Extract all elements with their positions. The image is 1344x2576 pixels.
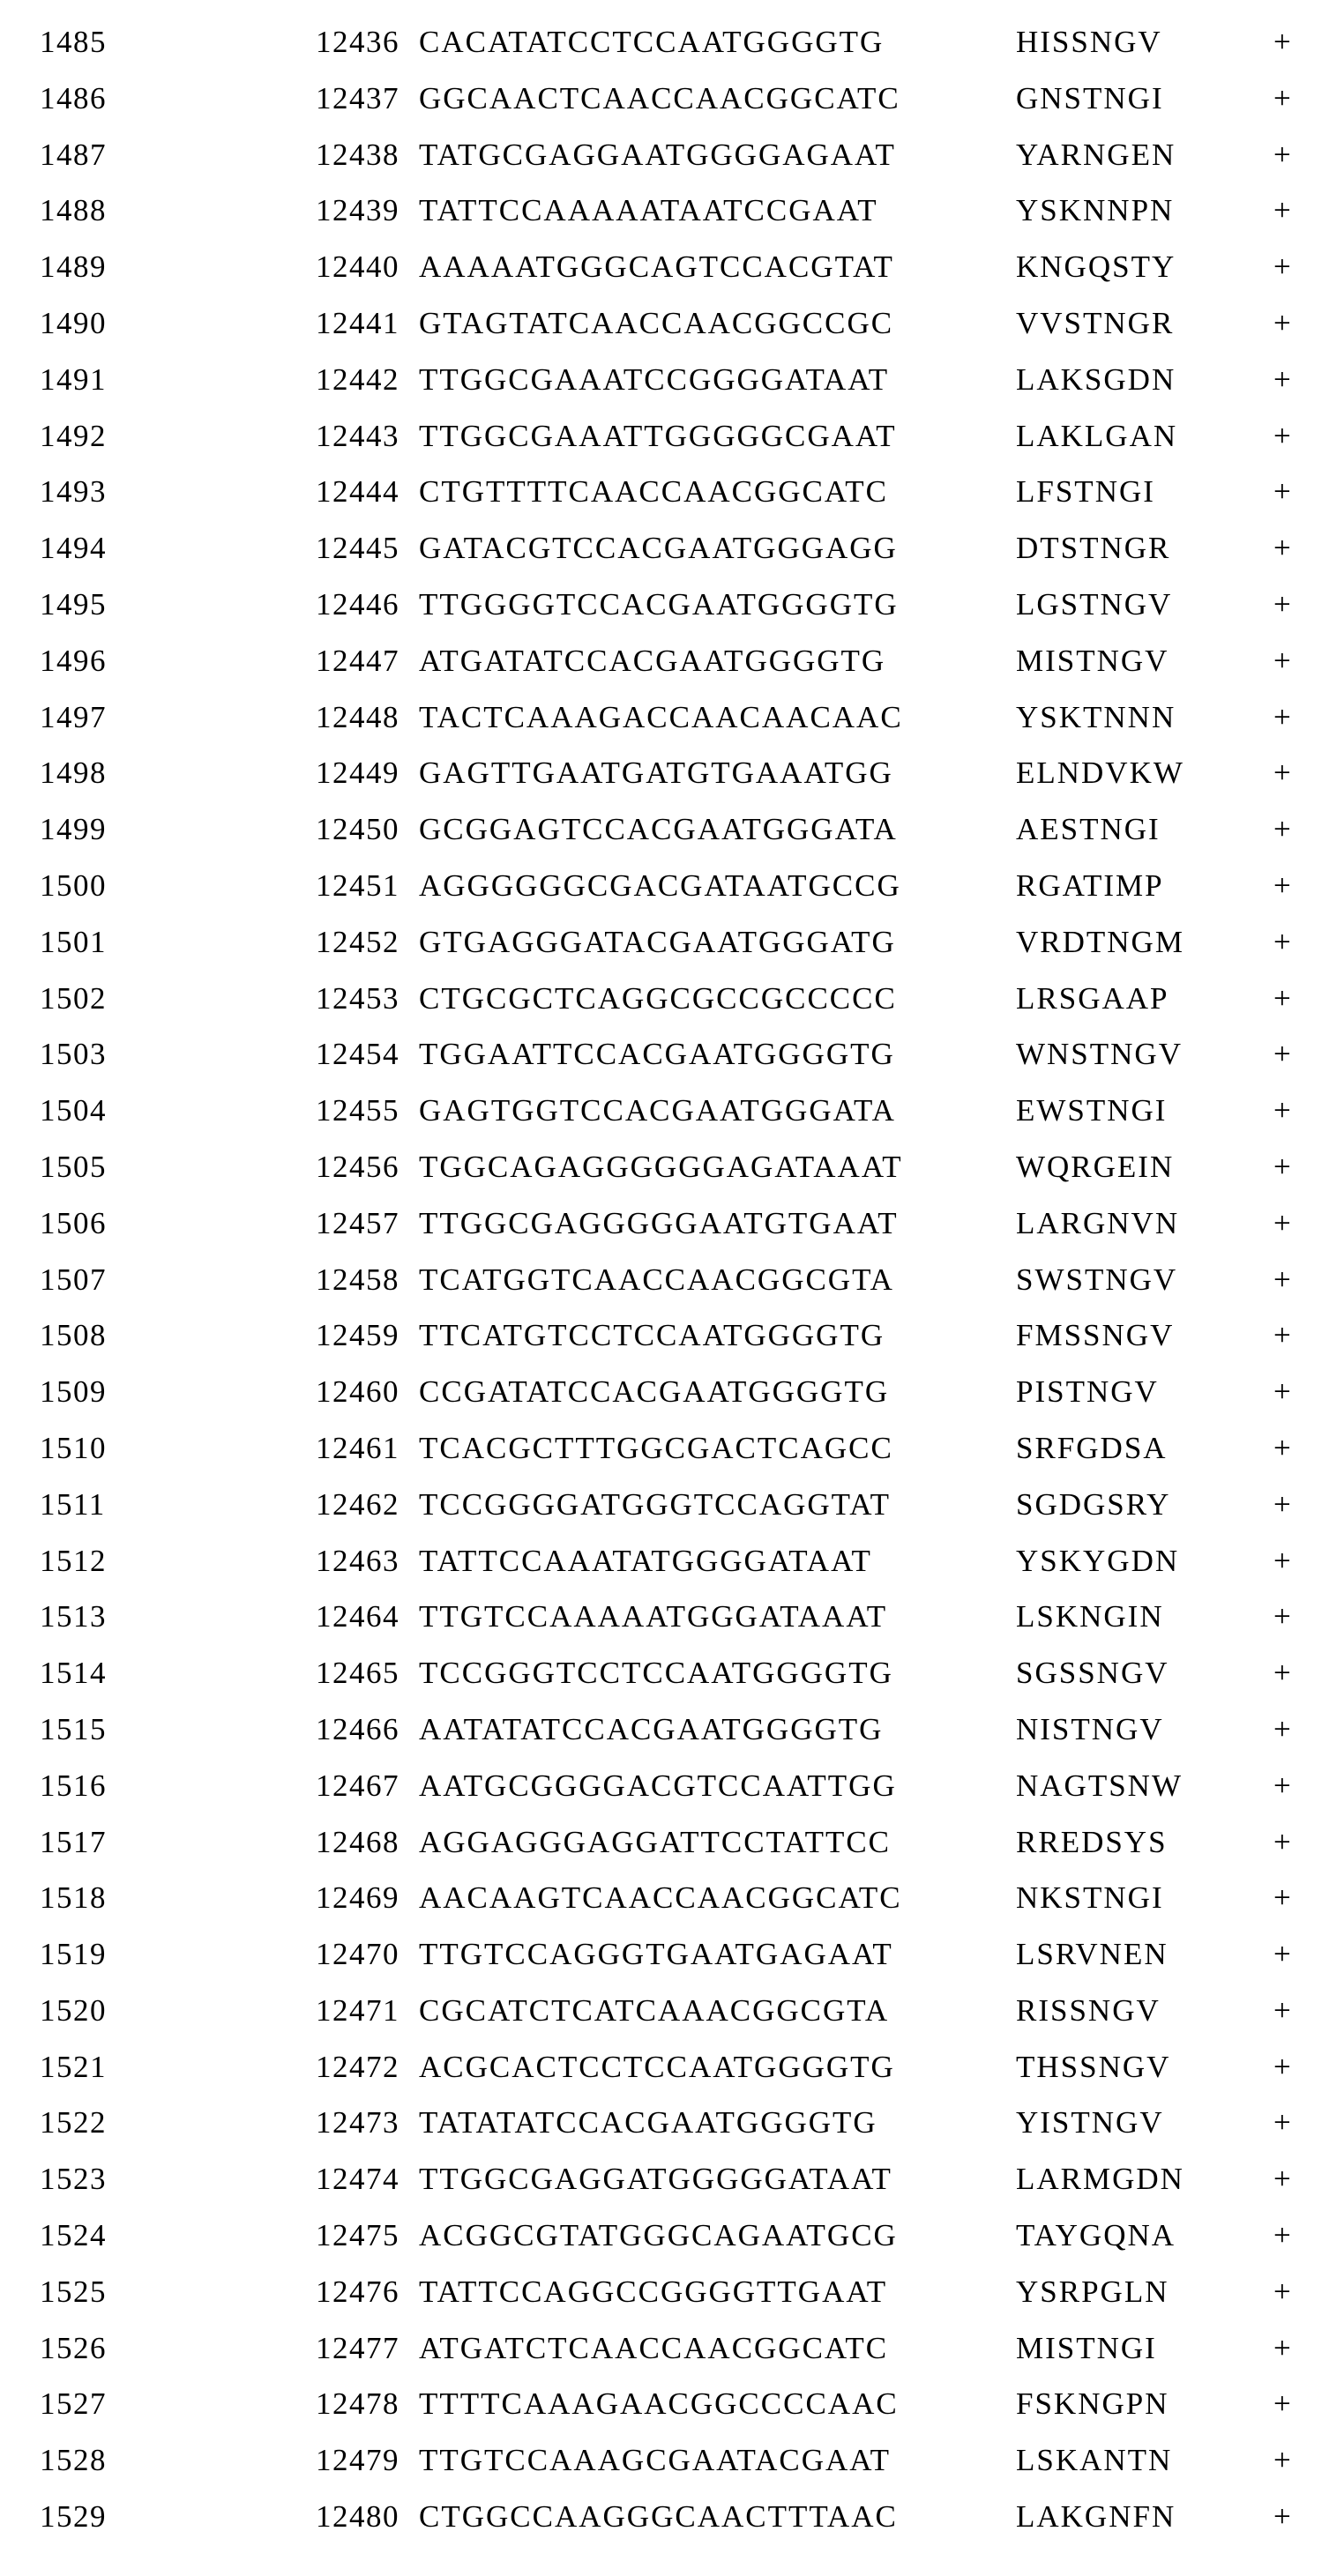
table-row xyxy=(0,71,1344,127)
row-index: 1529 xyxy=(40,2499,107,2535)
dna-sequence: GTGAGGGATACGAATGGGATG xyxy=(419,924,896,959)
sequence-id: 12465 xyxy=(316,1656,399,1691)
protein-sequence: RISSNGV xyxy=(1016,1992,1161,2028)
dna-sequence: TTTTCAAAGAACGGCCCCAAC xyxy=(419,2386,899,2422)
row-index: 1500 xyxy=(40,867,107,903)
protein-sequence: LFSTNGI xyxy=(1016,474,1155,510)
sequence-id: 12439 xyxy=(316,193,399,228)
sequence-id: 12451 xyxy=(316,867,399,903)
dna-sequence: TGGCAGAGGGGGGAGATAAAT xyxy=(419,1149,903,1184)
protein-sequence: LARGNVN xyxy=(1016,1205,1180,1240)
strand-plus-sign: + xyxy=(1273,1768,1293,1803)
table-row xyxy=(0,1477,1344,1533)
row-index: 1495 xyxy=(40,586,107,622)
sequence-id: 12478 xyxy=(316,2386,399,2422)
table-row xyxy=(0,689,1344,746)
strand-plus-sign: + xyxy=(1273,531,1293,566)
table-row xyxy=(0,1195,1344,1252)
protein-sequence: NAGTSNW xyxy=(1016,1768,1183,1803)
dna-sequence: CTGCGCTCAGGCGCCGCCCCC xyxy=(419,980,897,1016)
table-row xyxy=(0,520,1344,577)
table-row xyxy=(0,2095,1344,2151)
dna-sequence: TATTCCAAAAATAATCCGAAT xyxy=(419,193,878,228)
table-row xyxy=(0,1083,1344,1139)
strand-plus-sign: + xyxy=(1273,867,1293,903)
sequence-id: 12455 xyxy=(316,1093,399,1128)
table-row xyxy=(0,182,1344,239)
row-index: 1491 xyxy=(40,361,107,397)
row-index: 1510 xyxy=(40,1430,107,1465)
row-index: 1508 xyxy=(40,1318,107,1353)
strand-plus-sign: + xyxy=(1273,474,1293,510)
dna-sequence: CTGTTTTCAACCAACGGCATC xyxy=(419,474,889,510)
sequence-id: 12436 xyxy=(316,25,399,59)
protein-sequence: FSKNGPN xyxy=(1016,2386,1169,2422)
strand-plus-sign: + xyxy=(1273,1374,1293,1410)
dna-sequence: AGGAGGGAGGATTCCTATTCC xyxy=(419,1824,892,1859)
dna-sequence: AATGCGGGGACGTCCAATTGG xyxy=(419,1768,897,1803)
row-index: 1487 xyxy=(40,137,107,172)
row-index: 1512 xyxy=(40,1543,107,1578)
dna-sequence: TCCGGGGATGGGTCCAGGTAT xyxy=(419,1486,892,1522)
row-index: 1515 xyxy=(40,1711,107,1746)
protein-sequence: LAKLGAN xyxy=(1016,418,1178,453)
protein-sequence: LGSTNGV xyxy=(1016,586,1173,622)
row-index: 1513 xyxy=(40,1599,107,1634)
table-row xyxy=(0,2151,1344,2207)
dna-sequence: TGGAATTCCACGAATGGGGTG xyxy=(419,1037,895,1072)
strand-plus-sign: + xyxy=(1273,1205,1293,1240)
protein-sequence: LARMGDN xyxy=(1016,2162,1184,2197)
table-row xyxy=(0,464,1344,520)
dna-sequence: AGGGGGGCGACGATAATGCCG xyxy=(419,867,901,903)
dna-sequence: TATGCGAGGAATGGGGAGAAT xyxy=(419,137,896,172)
table-row xyxy=(0,127,1344,183)
table-row xyxy=(0,408,1344,465)
strand-plus-sign: + xyxy=(1273,305,1293,340)
table-row xyxy=(0,1758,1344,1814)
protein-sequence: LAKGNFN xyxy=(1016,2499,1176,2535)
row-index: 1485 xyxy=(40,25,107,59)
sequence-id: 12447 xyxy=(316,643,399,678)
strand-plus-sign: + xyxy=(1273,1824,1293,1859)
table-row xyxy=(0,2432,1344,2489)
table-row xyxy=(0,801,1344,858)
dna-sequence: ATGATATCCACGAATGGGGTG xyxy=(419,643,886,678)
table-row xyxy=(0,633,1344,689)
protein-sequence: VRDTNGM xyxy=(1016,924,1184,959)
row-index: 1489 xyxy=(40,249,107,285)
dna-sequence: ATGATCTCAACCAACGGCATC xyxy=(419,2330,889,2365)
row-index: 1511 xyxy=(40,1486,106,1522)
table-row xyxy=(0,2320,1344,2377)
strand-plus-sign: + xyxy=(1273,1430,1293,1465)
row-index: 1488 xyxy=(40,193,107,228)
sequence-id: 12452 xyxy=(316,924,399,959)
sequence-id: 12475 xyxy=(316,2218,399,2253)
dna-sequence: TTGTCCAAAAATGGGATAAAT xyxy=(419,1599,888,1634)
strand-plus-sign: + xyxy=(1273,2274,1293,2309)
strand-plus-sign: + xyxy=(1273,643,1293,678)
dna-sequence: GCGGAGTCCACGAATGGGATA xyxy=(419,812,898,847)
protein-sequence: EWSTNGI xyxy=(1016,1093,1168,1128)
sequence-id: 12472 xyxy=(316,2049,399,2084)
dna-sequence: TCATGGTCAACCAACGGCGTA xyxy=(419,1262,894,1297)
row-index: 1505 xyxy=(40,1149,107,1184)
protein-sequence: LSRVNEN xyxy=(1016,1937,1169,1972)
sequence-id: 12459 xyxy=(316,1318,399,1353)
protein-sequence: YSKYGDN xyxy=(1016,1543,1180,1578)
strand-plus-sign: + xyxy=(1273,1656,1293,1691)
protein-sequence: WNSTNGV xyxy=(1016,1037,1183,1072)
protein-sequence: NKSTNGI xyxy=(1016,1880,1164,1916)
table-row xyxy=(0,971,1344,1027)
protein-sequence: SRFGDSA xyxy=(1016,1430,1168,1465)
sequence-id: 12464 xyxy=(316,1599,399,1634)
dna-sequence: CTGGCCAAGGGCAACTTTAAC xyxy=(419,2499,898,2535)
strand-plus-sign: + xyxy=(1273,1599,1293,1634)
row-index: 1498 xyxy=(40,756,107,791)
sequence-id: 12442 xyxy=(316,361,399,397)
strand-plus-sign: + xyxy=(1273,361,1293,397)
sequence-id: 12443 xyxy=(316,418,399,453)
strand-plus-sign: + xyxy=(1273,2386,1293,2422)
dna-sequence: GTAGTATCAACCAACGGCCGC xyxy=(419,305,894,340)
table-row xyxy=(0,352,1344,408)
sequence-id: 12460 xyxy=(316,1374,399,1410)
dna-sequence: TATATATCCACGAATGGGGTG xyxy=(419,2105,877,2140)
sequence-id: 12444 xyxy=(316,474,399,510)
row-index: 1499 xyxy=(40,812,107,847)
protein-sequence: SGSSNGV xyxy=(1016,1656,1169,1691)
row-index: 1503 xyxy=(40,1037,107,1072)
row-index: 1497 xyxy=(40,699,107,734)
dna-sequence: CGCATCTCATCAAACGGCGTA xyxy=(419,1992,890,2028)
sequence-id: 12449 xyxy=(316,756,399,791)
sequence-id: 12463 xyxy=(316,1543,399,1578)
sequence-id: 12458 xyxy=(316,1262,399,1297)
sequence-id: 12437 xyxy=(316,80,399,115)
table-row xyxy=(0,1870,1344,1926)
strand-plus-sign: + xyxy=(1273,1711,1293,1746)
row-index: 1521 xyxy=(40,2049,107,2084)
dna-sequence: ACGGCGTATGGGCAGAATGCG xyxy=(419,2218,898,2253)
sequence-listing-table xyxy=(0,14,1344,2545)
strand-plus-sign: + xyxy=(1273,25,1293,59)
sequence-id: 12454 xyxy=(316,1037,399,1072)
row-index: 1518 xyxy=(40,1880,107,1916)
row-index: 1502 xyxy=(40,980,107,1016)
protein-sequence: YISTNGV xyxy=(1016,2105,1164,2140)
table-row xyxy=(0,295,1344,352)
sequence-id: 12466 xyxy=(316,1711,399,1746)
row-index: 1523 xyxy=(40,2162,107,2197)
strand-plus-sign: + xyxy=(1273,2218,1293,2253)
table-row xyxy=(0,239,1344,295)
sequence-id: 12480 xyxy=(316,2499,399,2535)
strand-plus-sign: + xyxy=(1273,812,1293,847)
dna-sequence: ACGCACTCCTCCAATGGGGTG xyxy=(419,2049,895,2084)
table-row xyxy=(0,2264,1344,2320)
protein-sequence: LSKNGIN xyxy=(1016,1599,1164,1634)
protein-sequence: AESTNGI xyxy=(1016,812,1161,847)
sequence-id: 12441 xyxy=(316,305,399,340)
sequence-id: 12469 xyxy=(316,1880,399,1916)
dna-sequence: GAGTTGAATGATGTGAAATGG xyxy=(419,756,893,791)
strand-plus-sign: + xyxy=(1273,756,1293,791)
table-row xyxy=(0,14,1344,71)
row-index: 1494 xyxy=(40,531,107,566)
sequence-id: 12438 xyxy=(316,137,399,172)
strand-plus-sign: + xyxy=(1273,1149,1293,1184)
strand-plus-sign: + xyxy=(1273,2162,1293,2197)
protein-sequence: YSKNNPN xyxy=(1016,193,1175,228)
strand-plus-sign: + xyxy=(1273,980,1293,1016)
dna-sequence: TTGTCCAGGGTGAATGAGAAT xyxy=(419,1937,893,1972)
sequence-id: 12440 xyxy=(316,249,399,285)
dna-sequence: AAAAATGGGCAGTCCACGTAT xyxy=(419,249,894,285)
strand-plus-sign: + xyxy=(1273,1262,1293,1297)
sequence-id: 12477 xyxy=(316,2330,399,2365)
strand-plus-sign: + xyxy=(1273,2443,1293,2478)
sequence-id: 12471 xyxy=(316,1992,399,2028)
dna-sequence: CACATATCCTCCAATGGGGTG xyxy=(419,25,885,59)
protein-sequence: SWSTNGV xyxy=(1016,1262,1178,1297)
sequence-id: 12479 xyxy=(316,2443,399,2478)
table-row xyxy=(0,1645,1344,1701)
protein-sequence: LAKSGDN xyxy=(1016,361,1176,397)
table-row xyxy=(0,1252,1344,1308)
row-index: 1526 xyxy=(40,2330,107,2365)
row-index: 1524 xyxy=(40,2218,107,2253)
table-row xyxy=(0,1589,1344,1645)
dna-sequence: TTCATGTCCTCCAATGGGGTG xyxy=(419,1318,885,1353)
row-index: 1486 xyxy=(40,80,107,115)
protein-sequence: MISTNGI xyxy=(1016,2330,1157,2365)
row-index: 1490 xyxy=(40,305,107,340)
row-index: 1492 xyxy=(40,418,107,453)
strand-plus-sign: + xyxy=(1273,1880,1293,1916)
protein-sequence: NISTNGV xyxy=(1016,1711,1164,1746)
sequence-id: 12448 xyxy=(316,699,399,734)
strand-plus-sign: + xyxy=(1273,1486,1293,1522)
sequence-id: 12476 xyxy=(316,2274,399,2309)
row-index: 1527 xyxy=(40,2386,107,2422)
protein-sequence: RREDSYS xyxy=(1016,1824,1168,1859)
strand-plus-sign: + xyxy=(1273,418,1293,453)
strand-plus-sign: + xyxy=(1273,1093,1293,1128)
strand-plus-sign: + xyxy=(1273,1318,1293,1353)
strand-plus-sign: + xyxy=(1273,249,1293,285)
row-index: 1504 xyxy=(40,1093,107,1128)
dna-sequence: TTGGCGAGGGGGAATGTGAAT xyxy=(419,1205,899,1240)
dna-sequence: GGCAACTCAACCAACGGCATC xyxy=(419,80,900,115)
table-row xyxy=(0,1026,1344,1083)
strand-plus-sign: + xyxy=(1273,1937,1293,1972)
dna-sequence: TATTCCAAATATGGGGATAAT xyxy=(419,1543,872,1578)
protein-sequence: YSKTNNN xyxy=(1016,699,1176,734)
protein-sequence: MISTNGV xyxy=(1016,643,1169,678)
sequence-id: 12461 xyxy=(316,1430,399,1465)
dna-sequence: AATATATCCACGAATGGGGTG xyxy=(419,1711,884,1746)
table-row xyxy=(0,2207,1344,2264)
strand-plus-sign: + xyxy=(1273,1992,1293,2028)
sequence-id: 12450 xyxy=(316,812,399,847)
strand-plus-sign: + xyxy=(1273,137,1293,172)
protein-sequence: YSRPGLN xyxy=(1016,2274,1169,2309)
strand-plus-sign: + xyxy=(1273,2330,1293,2365)
sequence-id: 12453 xyxy=(316,980,399,1016)
dna-sequence: AACAAGTCAACCAACGGCATC xyxy=(419,1880,902,1916)
protein-sequence: SGDGSRY xyxy=(1016,1486,1171,1522)
dna-sequence: TTGGCGAAATCCGGGGATAAT xyxy=(419,361,890,397)
strand-plus-sign: + xyxy=(1273,1037,1293,1072)
protein-sequence: VVSTNGR xyxy=(1016,305,1175,340)
row-index: 1528 xyxy=(40,2443,107,2478)
table-row xyxy=(0,2489,1344,2545)
table-row xyxy=(0,1139,1344,1195)
dna-sequence: TTGGGGTCCACGAATGGGGTG xyxy=(419,586,899,622)
protein-sequence: HISSNGV xyxy=(1016,25,1162,59)
protein-sequence: RGATIMP xyxy=(1016,867,1164,903)
strand-plus-sign: + xyxy=(1273,2499,1293,2535)
protein-sequence: ELNDVKW xyxy=(1016,756,1184,791)
sequence-id: 12470 xyxy=(316,1937,399,1972)
row-index: 1493 xyxy=(40,474,107,510)
row-index: 1496 xyxy=(40,643,107,678)
strand-plus-sign: + xyxy=(1273,1543,1293,1578)
table-row xyxy=(0,914,1344,971)
table-row xyxy=(0,577,1344,633)
row-index: 1501 xyxy=(40,924,107,959)
strand-plus-sign: + xyxy=(1273,2105,1293,2140)
protein-sequence: LSKANTN xyxy=(1016,2443,1173,2478)
sequence-id: 12473 xyxy=(316,2105,399,2140)
strand-plus-sign: + xyxy=(1273,924,1293,959)
strand-plus-sign: + xyxy=(1273,193,1293,228)
table-row xyxy=(0,1814,1344,1871)
table-row xyxy=(0,1926,1344,1983)
protein-sequence: YARNGEN xyxy=(1016,137,1176,172)
table-row xyxy=(0,1420,1344,1477)
dna-sequence: TATTCCAGGCCGGGGTTGAAT xyxy=(419,2274,888,2309)
protein-sequence: PISTNGV xyxy=(1016,1374,1159,1410)
row-index: 1514 xyxy=(40,1656,107,1691)
row-index: 1516 xyxy=(40,1768,107,1803)
row-index: 1509 xyxy=(40,1374,107,1410)
row-index: 1507 xyxy=(40,1262,107,1297)
protein-sequence: FMSSNGV xyxy=(1016,1318,1175,1353)
table-row xyxy=(0,745,1344,801)
row-index: 1519 xyxy=(40,1937,107,1972)
sequence-id: 12474 xyxy=(316,2162,399,2197)
dna-sequence: TTGGCGAAATTGGGGGCGAAT xyxy=(419,418,897,453)
sequence-id: 12467 xyxy=(316,1768,399,1803)
protein-sequence: LRSGAAP xyxy=(1016,980,1169,1016)
dna-sequence: CCGATATCCACGAATGGGGTG xyxy=(419,1374,890,1410)
protein-sequence: DTSTNGR xyxy=(1016,531,1171,566)
table-row xyxy=(0,1701,1344,1758)
row-index: 1520 xyxy=(40,1992,107,2028)
protein-sequence: THSSNGV xyxy=(1016,2049,1171,2084)
row-index: 1517 xyxy=(40,1824,107,1859)
table-row xyxy=(0,1983,1344,2039)
protein-sequence: WQRGEIN xyxy=(1016,1149,1175,1184)
row-index: 1525 xyxy=(40,2274,107,2309)
protein-sequence: KNGQSTY xyxy=(1016,249,1176,285)
dna-sequence: TTGGCGAGGATGGGGGATAAT xyxy=(419,2162,892,2197)
strand-plus-sign: + xyxy=(1273,586,1293,622)
table-row xyxy=(0,1307,1344,1364)
sequence-id: 12462 xyxy=(316,1486,399,1522)
strand-plus-sign: + xyxy=(1273,2049,1293,2084)
dna-sequence: TCCGGGTCCTCCAATGGGGTG xyxy=(419,1656,893,1691)
strand-plus-sign: + xyxy=(1273,699,1293,734)
table-row xyxy=(0,1533,1344,1590)
protein-sequence: GNSTNGI xyxy=(1016,80,1164,115)
dna-sequence: TCACGCTTTGGCGACTCAGCC xyxy=(419,1430,893,1465)
sequence-id: 12445 xyxy=(316,531,399,566)
strand-plus-sign: + xyxy=(1273,80,1293,115)
dna-sequence: TACTCAAAGACCAACAACAAC xyxy=(419,699,903,734)
protein-sequence: TAYGQNA xyxy=(1016,2218,1176,2253)
row-index: 1522 xyxy=(40,2105,107,2140)
table-row xyxy=(0,1364,1344,1420)
sequence-id: 12457 xyxy=(316,1205,399,1240)
table-row xyxy=(0,2039,1344,2096)
sequence-id: 12446 xyxy=(316,586,399,622)
table-row xyxy=(0,2376,1344,2432)
sequence-id: 12456 xyxy=(316,1149,399,1184)
sequence-id: 12468 xyxy=(316,1824,399,1859)
dna-sequence: GAGTGGTCCACGAATGGGATA xyxy=(419,1093,896,1128)
dna-sequence: TTGTCCAAAGCGAATACGAAT xyxy=(419,2443,892,2478)
table-row xyxy=(0,858,1344,914)
dna-sequence: GATACGTCCACGAATGGGAGG xyxy=(419,531,898,566)
row-index: 1506 xyxy=(40,1205,107,1240)
